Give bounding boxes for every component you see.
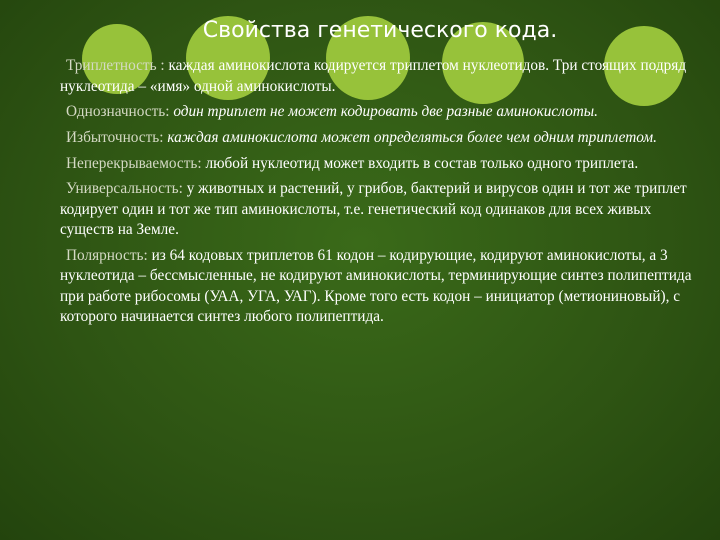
property-term: Универсальность: xyxy=(66,180,183,198)
property-text: каждая аминокислота кодируется триплетом нуклеотидов. Три стоящих подряд нуклеотида – «имя» одной аминокислоты. xyxy=(60,57,687,95)
properties-list xyxy=(60,56,700,328)
property-text: один триплет не может кодировать две разные аминокислоты. xyxy=(173,103,598,121)
property-item-triplet xyxy=(60,56,700,97)
property-term: Триплетность : xyxy=(66,57,165,74)
property-term: Неперекрываемость: xyxy=(66,154,202,172)
property-item-unambiguous xyxy=(60,102,700,123)
property-text: любой нуклеотид может входить в состав только одного триплета. xyxy=(205,154,639,172)
property-item-non-overlapping xyxy=(60,154,700,175)
property-item-universality xyxy=(60,179,700,241)
property-term: Полярность: xyxy=(66,246,148,264)
property-term: Избыточность: xyxy=(66,128,164,146)
property-term: Однозначность: xyxy=(66,103,170,121)
property-item-polarity xyxy=(60,246,700,328)
property-item-redundancy xyxy=(60,128,700,149)
slide-title: Свойства генетического кода. xyxy=(202,18,558,43)
property-text: у животных и растений, у грибов, бактерий и вирусов один и тот же триплет кодирует один и тот же тип аминокислоты, т.е. генетический код одинаков для всех живых существ на Земле. xyxy=(60,180,687,239)
property-text: из 64 кодовых триплетов 61 кодон – кодирующие, кодируют аминокислоты, а 3 нуклеотида – бессмысленные, не кодируют аминокислоты, терминирующие синтез полипептида при работе рибосомы (УАА, УГА, УАГ). Кроме того есть кодон – инициатор (метиониновый), с которого начинается синтез любого полипептида. xyxy=(60,246,692,326)
property-text: каждая аминокислота может определяться более чем одним триплетом. xyxy=(167,128,657,146)
